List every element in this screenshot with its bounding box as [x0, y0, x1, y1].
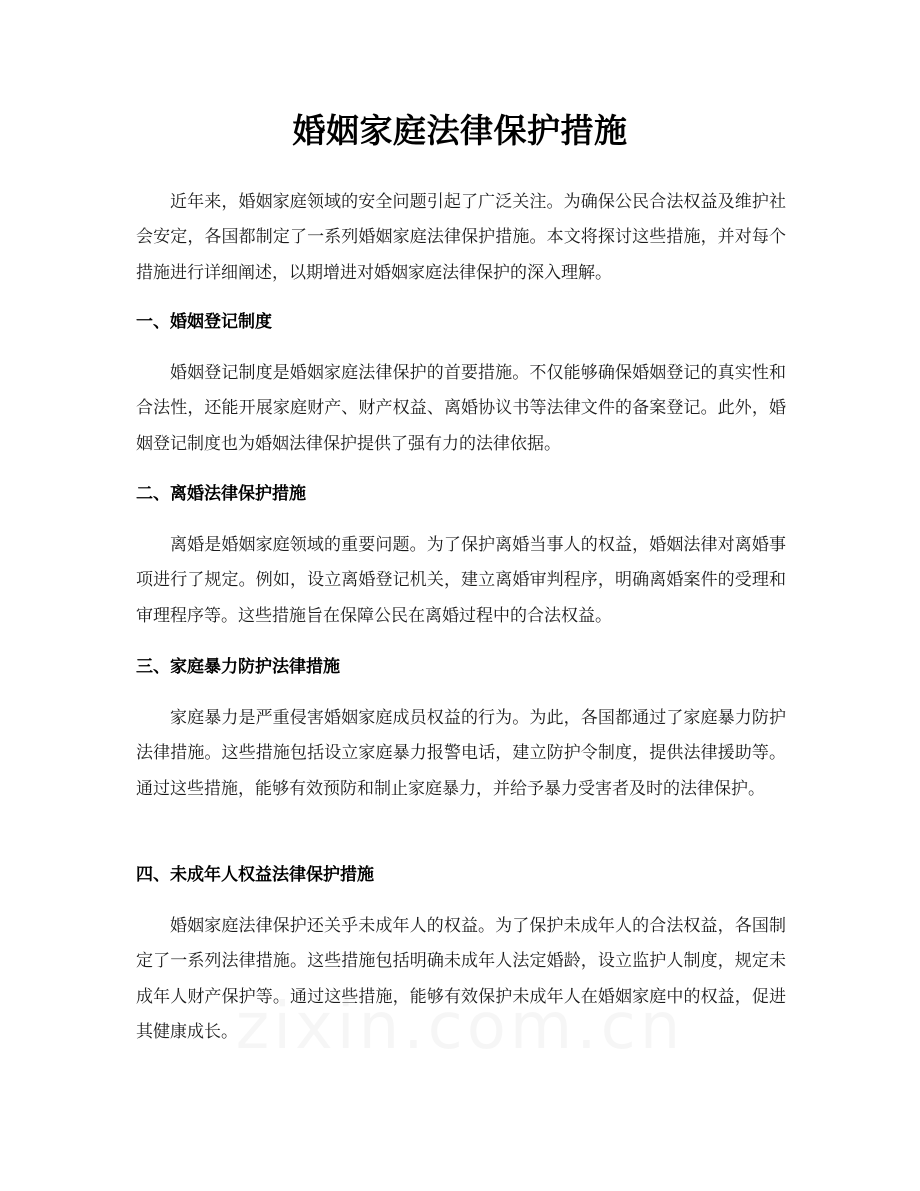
document-title: 婚姻家庭法律保护措施 — [292, 111, 628, 150]
section-body-3: 家庭暴力是严重侵害婚姻家庭成员权益的行为。为此，各国都通过了家庭暴力防护法律措施。这些措施包括设立家庭暴力报警电话，建立防护令制度，提供法律援助等。通过这些措施，能够有效预防和制止家庭暴力，并给予暴力受害者及时的法律保护。 — [136, 708, 786, 799]
section-body-2: 离婚是婚姻家庭领域的重要问题。为了保护离婚当事人的权益，婚姻法律对离婚事项进行了规定。例如，设立离婚登记机关，建立离婚审判程序，明确离婚案件的受理和审理程序等。这些措施旨在保障公民在离婚过程中的合法权益。 — [136, 535, 786, 626]
section-heading-4: 四、未成年人权益法律保护措施 — [136, 865, 374, 885]
section-body-4: 婚姻家庭法律保护还关乎未成年人的权益。为了保护未成年人的合法权益，各国制定了一系列法律措施。这些措施包括明确未成年人法定婚龄，设立监护人制度，规定未成年人财产保护等。通过这些措施，能够有效保护未成年人在婚姻家庭中的权益，促进其健康成长。 — [136, 916, 786, 1043]
section-heading-3: 三、家庭暴力防护法律措施 — [136, 657, 340, 677]
section-body-1: 婚姻登记制度是婚姻家庭法律保护的首要措施。不仅能够确保婚姻登记的真实性和合法性，还能开展家庭财产、财产权益、离婚协议书等法律文件的备案登记。此外，婚姻登记制度也为婚姻法律保护提供了强有力的法律依据。 — [136, 363, 786, 454]
section-heading-2: 二、离婚法律保护措施 — [136, 484, 306, 504]
section-heading-1: 一、婚姻登记制度 — [136, 312, 272, 332]
intro-paragraph: 近年来，婚姻家庭领域的安全问题引起了广泛关注。为确保公民合法权益及维护社会安定，各国都制定了一系列婚姻家庭法律保护措施。本文将探讨这些措施，并对每个措施进行详细阐述，以期增进对婚姻家庭法律保护的深入理解。 — [136, 192, 786, 283]
